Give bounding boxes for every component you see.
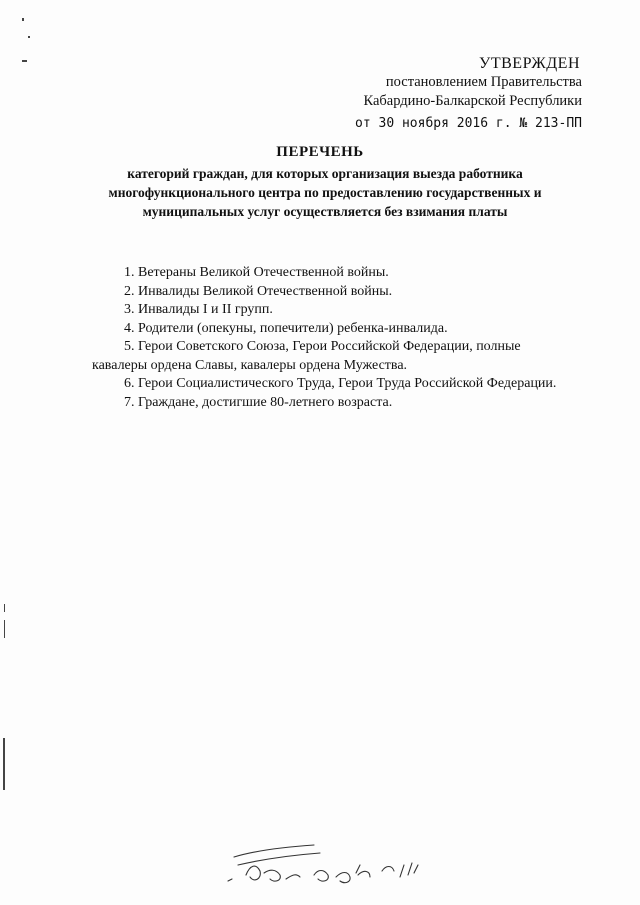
- approval-stamp: УТВЕРЖДЕН: [479, 55, 580, 72]
- approval-line-2: Кабардино-Балкарской Республики: [363, 93, 582, 109]
- category-list: [92, 264, 562, 412]
- scan-mark: [3, 738, 5, 790]
- signature-scribble: [224, 835, 434, 895]
- document-subtitle: категорий граждан, для которых организация выезда работника многофункционального центра по предоставлению государственных и муниципальных услуг осуществляется без взимания платы: [108, 166, 542, 219]
- list-item: 2. Инвалиды Великой Отечественной войны.: [124, 283, 393, 299]
- list-item: 7. Граждане, достигшие 80-летнего возраста.: [124, 394, 393, 410]
- document-title: ПЕРЕЧЕНЬ: [276, 144, 364, 160]
- list-item: 3. Инвалиды I и II групп.: [124, 302, 273, 317]
- scan-mark: [4, 604, 5, 612]
- approval-line-1: постановлением Правительства: [385, 74, 582, 90]
- approval-stamp-block: [355, 54, 582, 133]
- approval-date-line: от 30 ноября 2016 г. № 213-ПП: [355, 116, 582, 131]
- scan-mark: [22, 18, 24, 21]
- list-item: 4. Родители (опекуны, попечители) ребенка-инвалида.: [124, 320, 448, 336]
- list-item: 1. Ветераны Великой Отечественной войны.: [124, 265, 389, 280]
- list-item: 6. Герои Социалистического Труда, Герои Труда Российской Федерации.: [124, 376, 557, 391]
- scan-mark: [22, 60, 27, 62]
- list-item: 5. Герои Советского Союза, Герои Российской Федерации, полные кавалеры ордена Славы, кавалеры ордена Мужества.: [92, 339, 521, 373]
- scan-mark: [28, 36, 30, 38]
- scan-mark: [4, 620, 5, 638]
